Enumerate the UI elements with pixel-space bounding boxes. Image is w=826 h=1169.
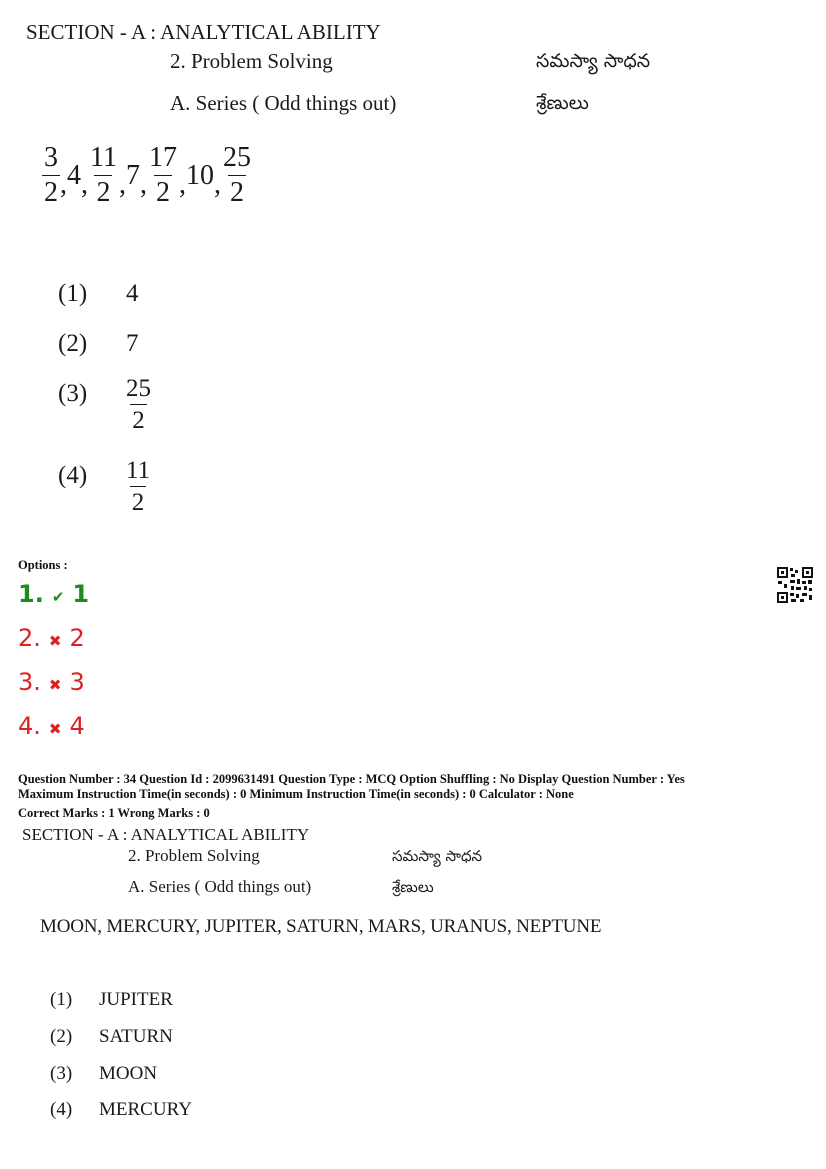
series-term-7: $\frac{25}{2}$ (222, 142, 251, 208)
cross-icon: ✖ (48, 720, 62, 738)
options-title: Options : (18, 558, 68, 572)
option-label: (4) (50, 1099, 73, 1120)
series-term-5: $\frac{17}{2}$ (148, 142, 177, 208)
series-term-2: 4 (67, 159, 81, 191)
option-value: MOON (99, 1063, 158, 1084)
option-label: (2) (50, 1026, 73, 1047)
section-heading: SECTION - A : ANALYTICAL ABILITY (26, 20, 381, 44)
option-label: (1) (58, 280, 88, 307)
series-term-3: $\frac{11}{2}$ (90, 142, 117, 208)
topic-telugu: సమస్యా సాధన (536, 50, 651, 72)
answer-option-4: 4. ✖ 4 (18, 712, 85, 740)
series-term-4: 7 (125, 159, 140, 191)
section-heading: SECTION - A : ANALYTICAL ABILITY (22, 825, 310, 844)
option-fraction: $\frac{25}{2}$ (126, 375, 151, 434)
series-term-6: 10 (185, 159, 214, 191)
option-label: (2) (58, 330, 88, 357)
series-term-1: $\frac{3}{2}$ (44, 142, 58, 208)
answer-option-1: 1. ✔ 1 (18, 580, 90, 608)
option-value: 4 (126, 280, 139, 307)
option-fraction: $\frac{11}{2}$ (126, 457, 151, 516)
option-label: (1) (50, 989, 73, 1010)
subtopic-telugu: శ్రేణులు (392, 878, 434, 896)
topic-telugu: సమస్యా సాధన (392, 847, 483, 865)
question-text: MOON, MERCURY, JUPITER, SATURN, MARS, URANUS, NEPTUNE (40, 916, 602, 937)
question-meta-line2: Maximum Instruction Time(in seconds) : 0 Minimum Instruction Time(in seconds) : 0 Calculator : None (18, 787, 574, 801)
answer-option-2: 2. ✖ 2 (18, 624, 85, 652)
question-meta-line1: Question Number : 34 Question Id : 2099631491 Question Type : MCQ Option Shuffling : No Display Question Number : Yes (18, 772, 685, 786)
option-label: (4) (58, 462, 88, 489)
cross-icon: ✖ (48, 676, 62, 694)
option-value: MERCURY (99, 1099, 192, 1120)
option-label: (3) (58, 380, 88, 407)
answer-option-3: 3. ✖ 3 (18, 668, 85, 696)
topic-heading: 2. Problem Solving (128, 846, 260, 865)
check-icon: ✔ (51, 588, 65, 606)
option-label: (3) (50, 1063, 73, 1084)
subtopic-heading: A. Series ( Odd things out) (128, 877, 312, 896)
subtopic-heading: A. Series ( Odd things out) (170, 91, 397, 115)
subtopic-telugu: శ్రేణులు (536, 92, 589, 114)
question-marks: Correct Marks : 1 Wrong Marks : 0 (18, 806, 210, 820)
question-series: $\frac{3}{2}$ , 4 , $\frac{11}{2}$ , 7 , $\frac{17}{2}$ , 10 , $\frac{25}{2}$ (44, 142, 251, 208)
qr-code-icon (776, 566, 814, 604)
cross-icon: ✖ (48, 632, 62, 650)
option-value: 7 (126, 330, 139, 357)
option-value: SATURN (99, 1026, 173, 1047)
option-value: JUPITER (99, 989, 173, 1010)
topic-heading: 2. Problem Solving (170, 49, 333, 73)
